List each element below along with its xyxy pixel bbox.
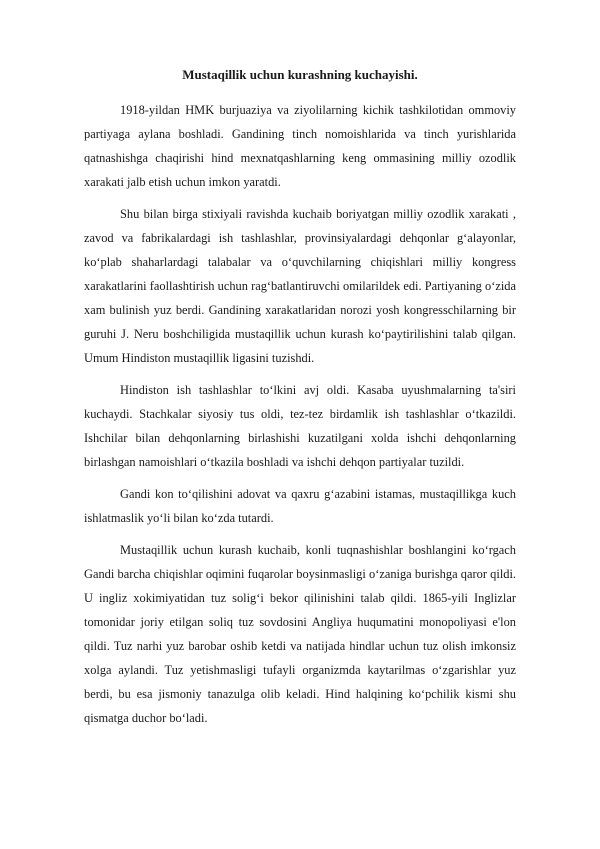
paragraph-3: Hindiston ish tashlashlar to‘lkini avj oldi. Kasaba uyushmalarning ta'siri kuchaydi. Stachkalar siyosiy tus oldi, tez-tez birdamlik ish tashlashlar o‘tkazildi. Ishchilar bilan dehqonlarning birlashishi kuzatilgani xolda ishchi dehqonlarning birlashgan namoishlari o‘tkazila boshladi va ishchi dehqon partiyalar tuzildi.	[84, 383, 516, 469]
paragraph-2: Shu bilan birga stixiyali ravishda kuchaib boriyatgan milliy ozodlik xarakati , zavod va fabrikalardagi ish tashlashlar, provinsiyalardagi dehqonlar g‘alayonlar, ko‘plab shaharlardagi talabalar va o‘quvchilarning chiqishlari milliy kongress xarakatlarini faollashtirish uchun rag‘batlantiruvchi omilarildek edi. Partiyaning o‘zida xam bulinish yuz berdi. Gandining xarakatlaridan norozi yosh kongresschilarning bir guruhi J. Neru boshchiligida mustaqillik uchun kurash ko‘paytirilishini talab qilgan. Umum Hindiston mustaqillik ligasini tuzishdi.	[84, 207, 516, 365]
paragraph-5: Mustaqillik uchun kurash kuchaib, konli tuqnashishlar boshlangini ko‘rgach Gandi barcha chiqishlar oqimini fuqarolar boysinmasligi o‘zaniga burishga qaror qildi. U ingliz xokimiyatidan tuz solig‘i bekor qilinishini talab qildi. 1865-yili Inglizlar tomonidar joriy etilgan soliq tuz sovdosini Angliya huqumatini monopoliyasi e'lon qildi. Tuz narhi yuz barobar oshib ketdi va natijada hindlar uchun tuz olish imkonsiz xolga aylandi. Tuz yetishmasligi tufayli organizmda kaytarilmas o‘zgarishlar yuz berdi, bu esa jismoniy tanazulga olib keladi. Hind halqining ko‘pchilik kismi shu qismatga duchor bo‘ladi.	[84, 543, 516, 725]
paragraph-4: Gandi kon to‘qilishini adovat va qaxru g‘azabini istamas, mustaqillikga kuch ishlatmaslik yo‘li bilan ko‘zda tutardi.	[84, 487, 516, 525]
paragraph-1: 1918-yildan HMK burjuaziya va ziyolilarning kichik tashkilotidan ommoviy partiyaga aylana boshladi. Gandining tinch nomoishlarida va tinch yurishlarida qatnashishga chaqirishi hind mexnatqashlarning keng ommasining milliy ozodlik xarakati jalb etish uchun imkon yaratdi.	[84, 103, 516, 189]
document-title: Mustaqillik uchun kurashning kuchayishi.	[182, 67, 418, 82]
